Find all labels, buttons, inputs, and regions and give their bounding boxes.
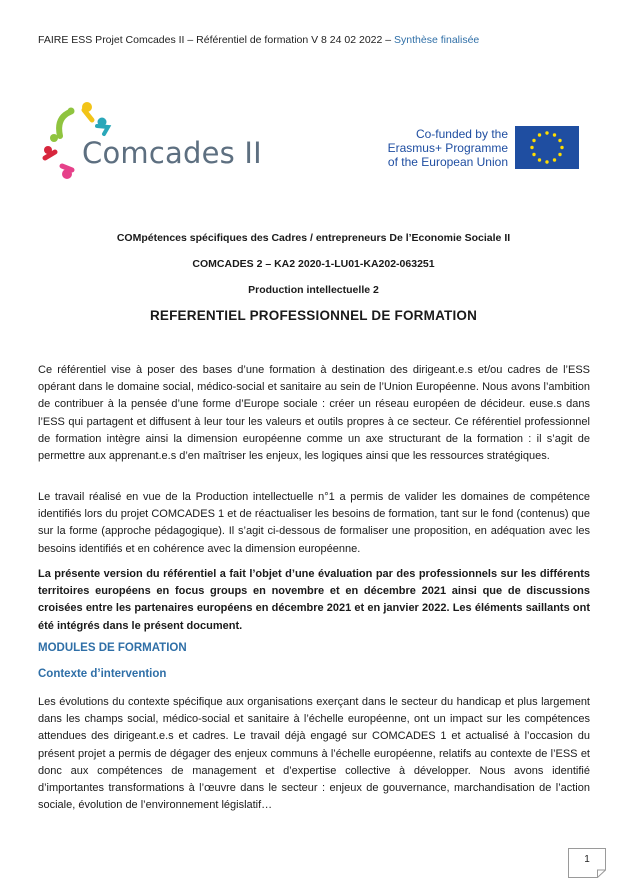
evaluation-paragraph: La présente version du référentiel a fait l’objet d’une évaluation par des professionnels sur les différents territoires européens en focus groups en novembre et en décembre 2021 ainsi que de discussions croisées entre les partenaires européens en décembre 2021 et en janvier 2022. Les éléments saillants ont été intégrés dans le présent document. <box>38 568 590 632</box>
section-heading-modules: MODULES DE FORMATION <box>38 642 187 654</box>
document-title: REFERENTIEL PROFESSIONNEL DE FORMATION <box>149 308 478 323</box>
header-accent: Synthèse finalisée <box>394 34 480 46</box>
erasmus-line-3: of the European Union <box>387 155 508 169</box>
intro-paragraph: Ce référentiel vise à poser des bases d’une formation à destination des dirigeant.e.s et/ou cadres de l’ESS opérant dans le domaine social, médico-social et sanitaire au sein de l’Union Européenne. Nous avons l’ambition de contribuer à la pensée d’une forme d’Europe sociale : créer un réseau européen de décideur. euse.s dans l’ESS qui partagent et diffusent à leur tour les valeurs et outils propres à ce secteur. Ce référentiel professionnel de formation intègre ainsi la dimension européenne comme un axe structurant de la formation : il s’agit de permettre aux apprenant.e.s d’en maîtriser les enjeux, les logiques ainsi que les ressources stratégiques. <box>38 364 590 463</box>
context-intervention-paragraph: Les évolutions du contexte spécifique aux organisations exerçant dans le secteur du handicap et plus largement dans les champs social, médico-social et sanitaire à l’échelle européenne, ont un impact sur les compétences attendues des dirigeant.e.s et cadres. Le travail déjà engagé sur COMCADES 1 et actualisé à l’occasion du présent projet a permis de dégager des enjeux communs à l’échelle européenne, relatifs au contexte de l’ESS et donc aux compétences de management et d’expertise collective à développer. Nous avons identifié d’importantes transformations à l’œuvre dans le secteur : enjeux de gouvernance, marchandisation de l’action sociale, évolution de l’environnement législatif… <box>38 696 590 812</box>
eu-flag-icon <box>515 126 579 169</box>
subtitle-competences: COMpétences spécifiques des Cadres / entrepreneurs De l’Economie Sociale II <box>116 232 511 244</box>
sub-heading-context: Contexte d’intervention <box>38 668 167 680</box>
erasmus-line-2: Erasmus+ Programme <box>387 141 508 155</box>
erasmus-cofunded-text <box>376 127 508 169</box>
context-paragraph: Le travail réalisé en vue de la Production intellectuelle n°1 a permis de valider les domaines de compétence identifiés lors du projet COMCADES 1 et de réactualiser les besoins de formation, tant sur le fond (contenus) que sur la forme (approche pédagogique). Il s’agit ci-dessous de formaliser une proposition, en adéquation avec les besoins identifiés et en cohérence avec la dimension européenne. <box>38 491 590 555</box>
running-header <box>38 34 479 46</box>
subtitle-production: Production intellectuelle 2 <box>248 284 379 296</box>
subtitle-project-code: COMCADES 2 – KA2 2020-1-LU01-KA202-063251 <box>192 258 435 270</box>
page-number: 1 <box>584 854 590 865</box>
comcades-logo <box>40 100 280 185</box>
header-text: FAIRE ESS Projet Comcades II – Référentiel de formation V 8 24 02 2022 – <box>38 34 395 46</box>
erasmus-line-1: Co-funded by the <box>415 127 508 141</box>
comcades-wordmark: Comcades II <box>82 136 262 170</box>
